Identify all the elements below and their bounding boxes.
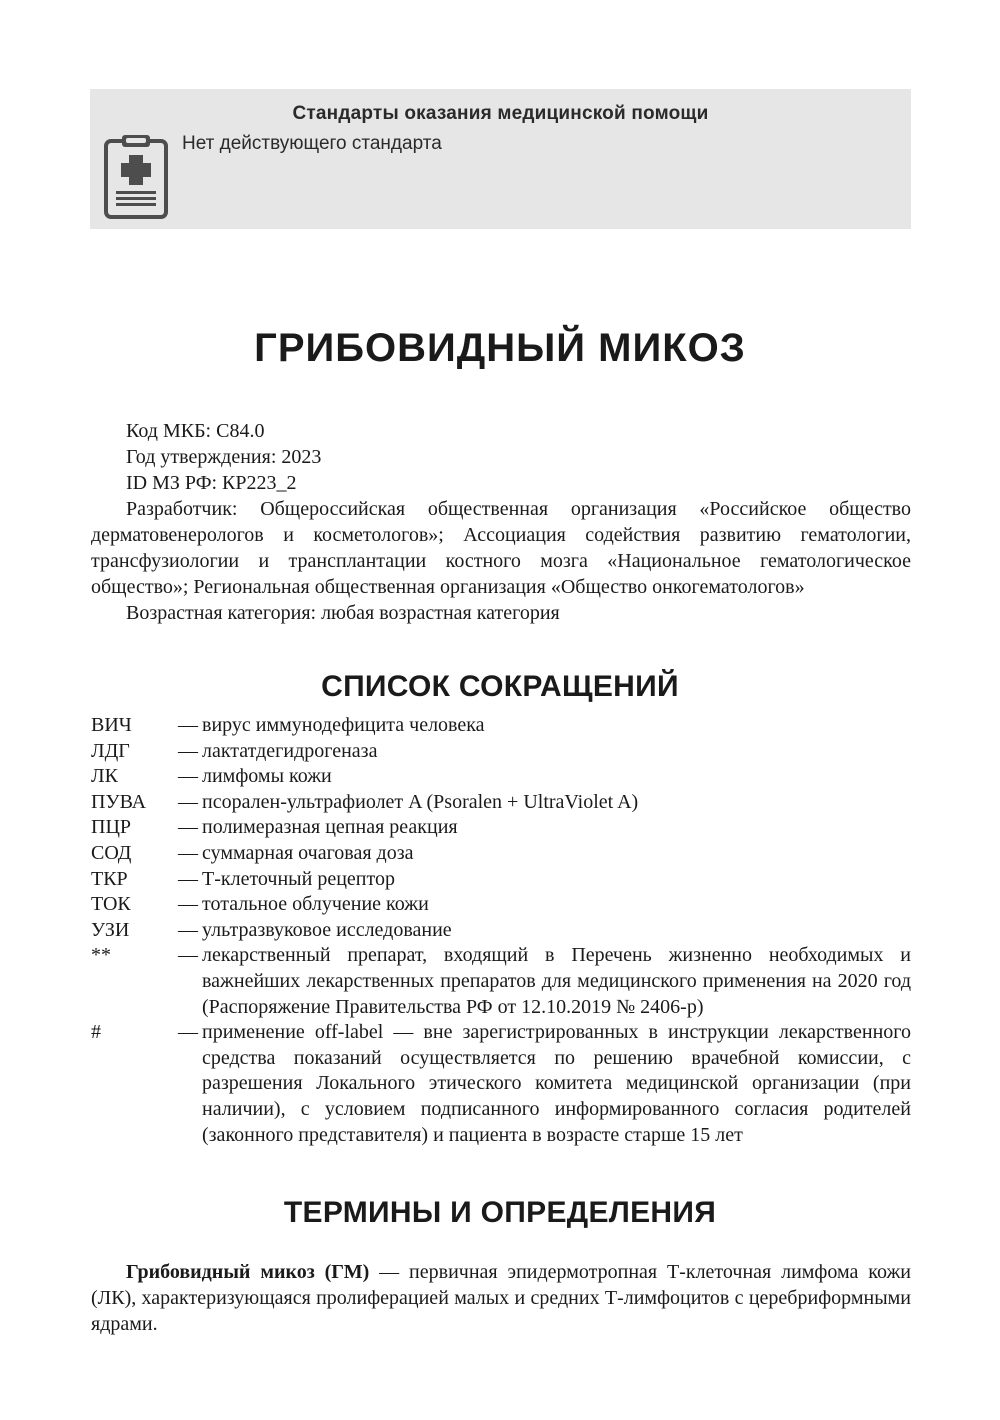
list-item bbox=[91, 815, 911, 841]
list-item bbox=[91, 1020, 911, 1148]
abbr-term: ЛДГ bbox=[91, 739, 130, 762]
abbr-term: # bbox=[91, 1021, 101, 1044]
abbr-definition: псорален-ультрафиолет A (Psoralen + UltraViolet A) bbox=[202, 790, 639, 813]
abbr-dash: — bbox=[178, 841, 198, 864]
list-item bbox=[91, 943, 911, 1020]
abbr-dash: — bbox=[178, 816, 198, 839]
abbr-definition: Т-клеточный рецептор bbox=[202, 867, 395, 890]
abbr-dash: — bbox=[178, 893, 198, 916]
abbr-term: ВИЧ bbox=[91, 714, 132, 736]
abbr-dash: — bbox=[178, 739, 198, 762]
abbr-dash: — bbox=[178, 867, 198, 890]
abbr-term: ПЦР bbox=[91, 816, 132, 839]
abbr-term: СОД bbox=[91, 841, 132, 864]
abbr-term: ЛК bbox=[91, 765, 118, 788]
list-item bbox=[91, 764, 911, 790]
abbr-definition: лекарственный препарат, входящий в Перечень жизненно необходимых и важнейших лекарственных препаратов для медицинского применения на 2020 год (Распоряжение Правительства РФ от 12.10.2019 № 2406-р) bbox=[202, 944, 911, 1018]
document-metadata bbox=[91, 418, 911, 626]
abbr-dash: — bbox=[178, 765, 198, 788]
abbr-term: ПУВА bbox=[91, 790, 147, 813]
medical-clipboard-icon bbox=[102, 133, 170, 221]
abbreviations-heading: СПИСОК СОКРАЩЕНИЙ bbox=[321, 670, 679, 703]
abbr-term: УЗИ bbox=[91, 918, 130, 941]
abbr-definition: суммарная очаговая доза bbox=[202, 841, 414, 864]
abbr-dash: — bbox=[178, 1021, 198, 1044]
standards-box-title: Стандарты оказания медицинской помощи bbox=[292, 103, 709, 124]
abbr-term: ТКР bbox=[91, 867, 128, 890]
abbr-dash: — bbox=[178, 944, 198, 967]
list-item bbox=[91, 713, 911, 739]
list-item bbox=[91, 790, 911, 816]
abbr-term: ТОК bbox=[91, 893, 131, 916]
list-item bbox=[91, 841, 911, 867]
list-item bbox=[91, 892, 911, 918]
approval-year: Год утверждения: 2023 bbox=[126, 446, 322, 468]
term-definition-text: — первичная эпидермотропная Т-клеточная лимфома кожи (ЛК), характеризующаяся пролиферацией малых и средних Т-лимфоцитов с церебриформными ядрами. bbox=[91, 1261, 912, 1335]
abbr-dash: — bbox=[178, 918, 198, 941]
abbr-definition: тотальное облучение кожи bbox=[202, 893, 429, 916]
abbr-definition: ультразвуковое исследование bbox=[202, 918, 452, 941]
abbreviations-list bbox=[91, 713, 911, 1148]
terms-heading: ТЕРМИНЫ И ОПРЕДЕЛЕНИЯ bbox=[283, 1196, 717, 1229]
abbr-term: ** bbox=[91, 944, 111, 967]
defined-term: Грибовидный микоз (ГМ) bbox=[126, 1261, 370, 1283]
standards-box-text: Нет действующего стандарта bbox=[182, 133, 442, 154]
list-item bbox=[91, 739, 911, 765]
abbr-definition: полимеразная цепная реакция bbox=[202, 816, 458, 839]
abbr-definition: лактатдегидрогеназа bbox=[202, 739, 378, 762]
abbr-dash: — bbox=[178, 714, 198, 736]
age-category: Возрастная категория: любая возрастная категория bbox=[126, 602, 560, 624]
abbr-dash: — bbox=[178, 790, 198, 813]
page-title: ГРИБОВИДНЫЙ МИКОЗ bbox=[254, 326, 746, 370]
abbr-definition: применение off-label — вне зарегистрированных в инструкции лекарственного средства показаний осуществляется по решению врачебной комиссии, с разрешения Локального этического комитета медицинской организации (при наличии), с условием подписанного информированного согласия родителей (законного представителя) и пациента в возрасте старше 15 лет bbox=[202, 1021, 911, 1146]
developer: Разработчик: Общероссийская общественная организация «Российское общество дерматовенерологов и косметологов»; Ассоциация содействия развитию гематологии, трансфузиологии и трансплантации костного мозга «Национальное гематологическое общество»; Региональная общественная организация «Общество онкогематологов» bbox=[91, 498, 911, 598]
list-item bbox=[91, 867, 911, 893]
icd-code: Код МКБ: C84.0 bbox=[126, 420, 265, 442]
standards-box bbox=[90, 89, 911, 229]
abbr-definition: лимфомы кожи bbox=[202, 765, 332, 788]
term-definition bbox=[91, 1259, 911, 1337]
abbr-definition: вирус иммунодефицита человека bbox=[202, 714, 485, 736]
list-item bbox=[91, 918, 911, 944]
mz-id: ID МЗ РФ: КР223_2 bbox=[126, 472, 297, 494]
